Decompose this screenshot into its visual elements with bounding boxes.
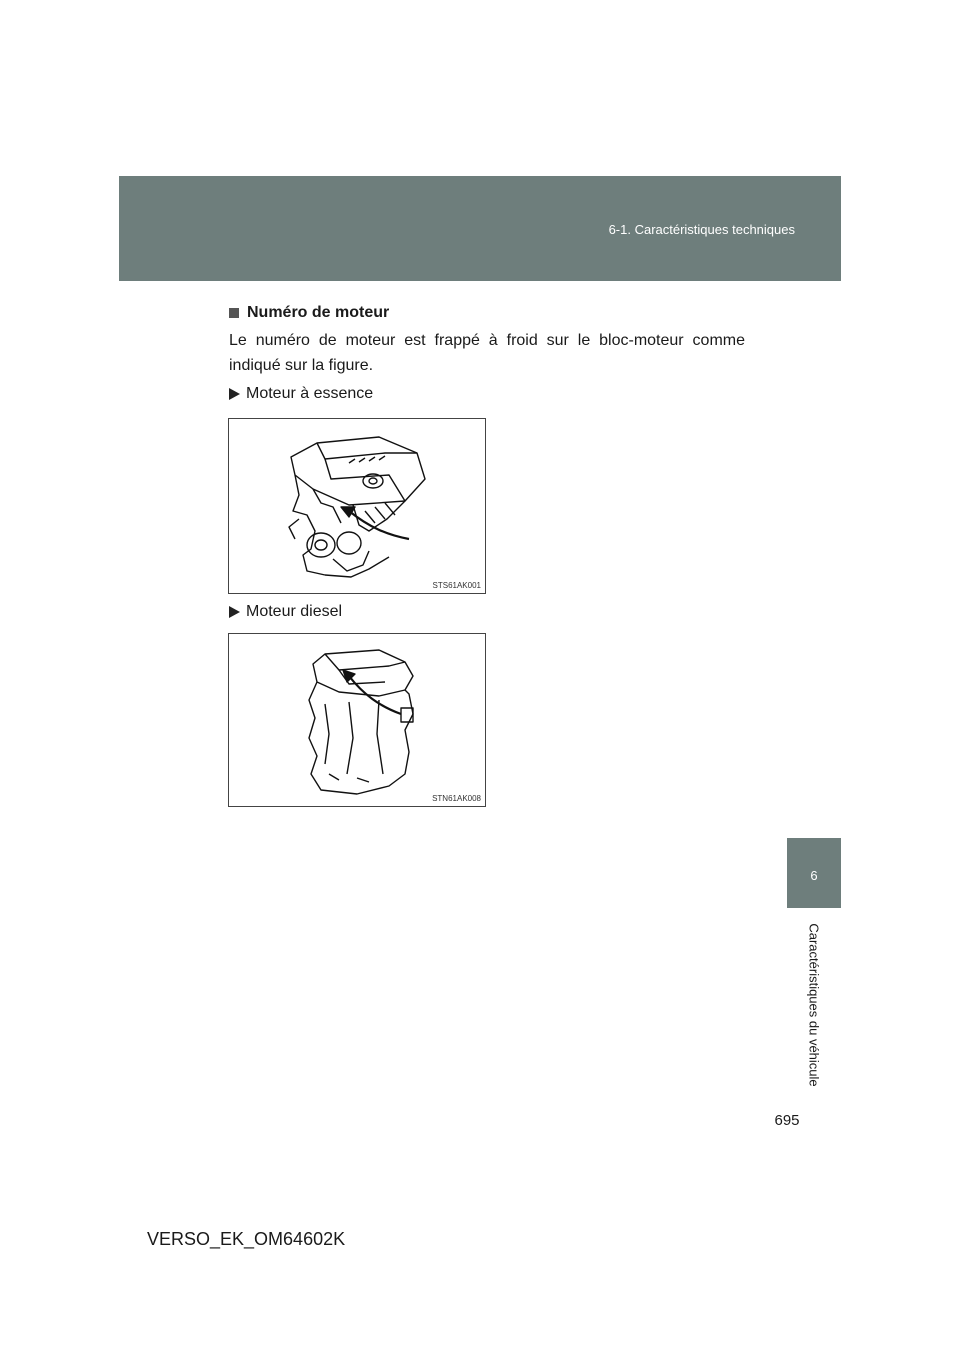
chapter-tab-number: 6 <box>810 868 818 883</box>
figure-code: STN61AK008 <box>432 794 481 803</box>
triangle-bullet-icon <box>229 606 240 618</box>
figure-code: STS61AK001 <box>432 581 481 590</box>
item-diesel-engine <box>229 603 342 621</box>
document-code: VERSO_EK_OM64602K <box>147 1229 346 1249</box>
item-label: Moteur diesel <box>246 603 343 620</box>
chapter-header <box>119 176 841 281</box>
engine-illustration-icon <box>229 634 485 806</box>
figure-gasoline-engine <box>228 418 486 594</box>
engine-illustration-icon <box>229 419 485 593</box>
chapter-tab <box>787 838 841 908</box>
chapter-title: 6-1. Caractéristiques techniques <box>608 222 795 237</box>
section-body: Le numéro de moteur est frappé à froid sur le bloc-moteur comme indiqué sur la figure. <box>229 332 745 374</box>
chapter-side-label: Caractéristiques du véhicule <box>806 923 822 1087</box>
section-heading <box>229 304 389 322</box>
square-bullet-icon <box>229 308 239 318</box>
item-gasoline-engine <box>229 385 373 403</box>
page-number: 695 <box>774 1112 800 1129</box>
triangle-bullet-icon <box>229 388 240 400</box>
figure-diesel-engine <box>228 633 486 807</box>
section-heading-text: Numéro de moteur <box>247 304 390 321</box>
item-label: Moteur à essence <box>246 385 374 402</box>
